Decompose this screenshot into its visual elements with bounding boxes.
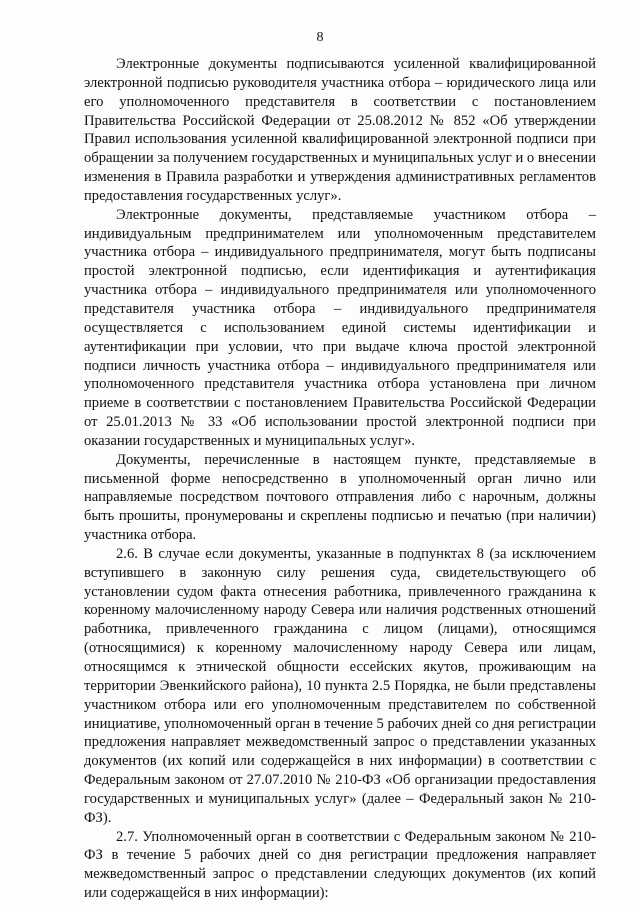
page-number: 8	[316, 30, 324, 45]
document-body	[84, 55, 596, 903]
paragraph-clause-2-6: 2.6. В случае если документы, указанные в подпунктах 8 (за исключением вступившего в законную силу решения суда, свидетельствующего об установлении судом факта отнесения работника, привлеченного гражданина к коренному малочисленному народу Севера или наличия родственных отношений работника, привлеченного гражданина с лицом (лицами), относящимся (относящимися) к коренному малочисленному народу Севера или лицам, относящимся к этнической общности ессейских якутов, проживающим на территории Эвенкийского района), 10 пункта 2.5 Порядка, не были представлены участником отбора или его уполномоченным представителем по собственной инициативе, уполномоченный орган в течение 5 рабочих дней со дня регистрации предложения направляет межведомственный запрос о представлении указанных документов (их копий или содержащейся в них информации) в соответствии с Федеральным законом от 27.07.2010 № 210-ФЗ «Об организации предоставления государственных и муниципальных услуг» (далее – Федеральный закон № 210-ФЗ).	[84, 545, 596, 826]
paragraph-clause-2-7: 2.7. Уполномоченный орган в соответствии с Федеральным законом № 210-ФЗ в течение 5 рабочих дней со дня регистрации предложения направляет межведомственный запрос о представлении следующих документов (их копий или содержащейся в них информации):	[84, 828, 596, 902]
paragraph-paper-documents: Документы, перечисленные в настоящем пункте, представляемые в письменной форме непосредственно в уполномоченный орган лично или направляемые посредством почтового отправления либо с нарочным, должны быть прошиты, пронумерованы и скреплены подписью и печатью (при наличии) участника отбора.	[84, 451, 596, 544]
paragraph-simple-signature: Электронные документы, представляемые участником отбора – индивидуальным предпринимателем или уполномоченным представителем участника отбора – индивидуального предпринимателя, могут быть подписаны простой электронной подписью, если идентификация и аутентификация участника отбора – индивидуального предпринимателя или уполномоченного представителя участника отбора – индивидуального предпринимателя осуществляется с использованием единой системы идентификации и аутентификации при условии, что при выдаче ключа простой электронной подписи личность участника отбора – индивидуального предпринимателя или уполномоченного представителя участника отбора установлена при личном приеме в соответствии с постановлением Правительства Российской Федерации от 25.01.2013 № 33 «Об использовании простой электронной подписи при оказании государственных и муниципальных услуг».	[84, 206, 596, 449]
paragraph-qualified-signature: Электронные документы подписываются усиленной квалифицированной электронной подписью руководителя участника отбора – юридического лица или его уполномоченного представителя в соответствии с постановлением Правительства Российской Федерации от 25.08.2012 № 852 «Об утверждении Правил использования усиленной квалифицированной электронной подписи при обращении за получением государственных и муниципальных услуг и о внесении изменения в Правила разработки и утверждения административных регламентов предоставления государственных услуг».	[84, 56, 596, 204]
